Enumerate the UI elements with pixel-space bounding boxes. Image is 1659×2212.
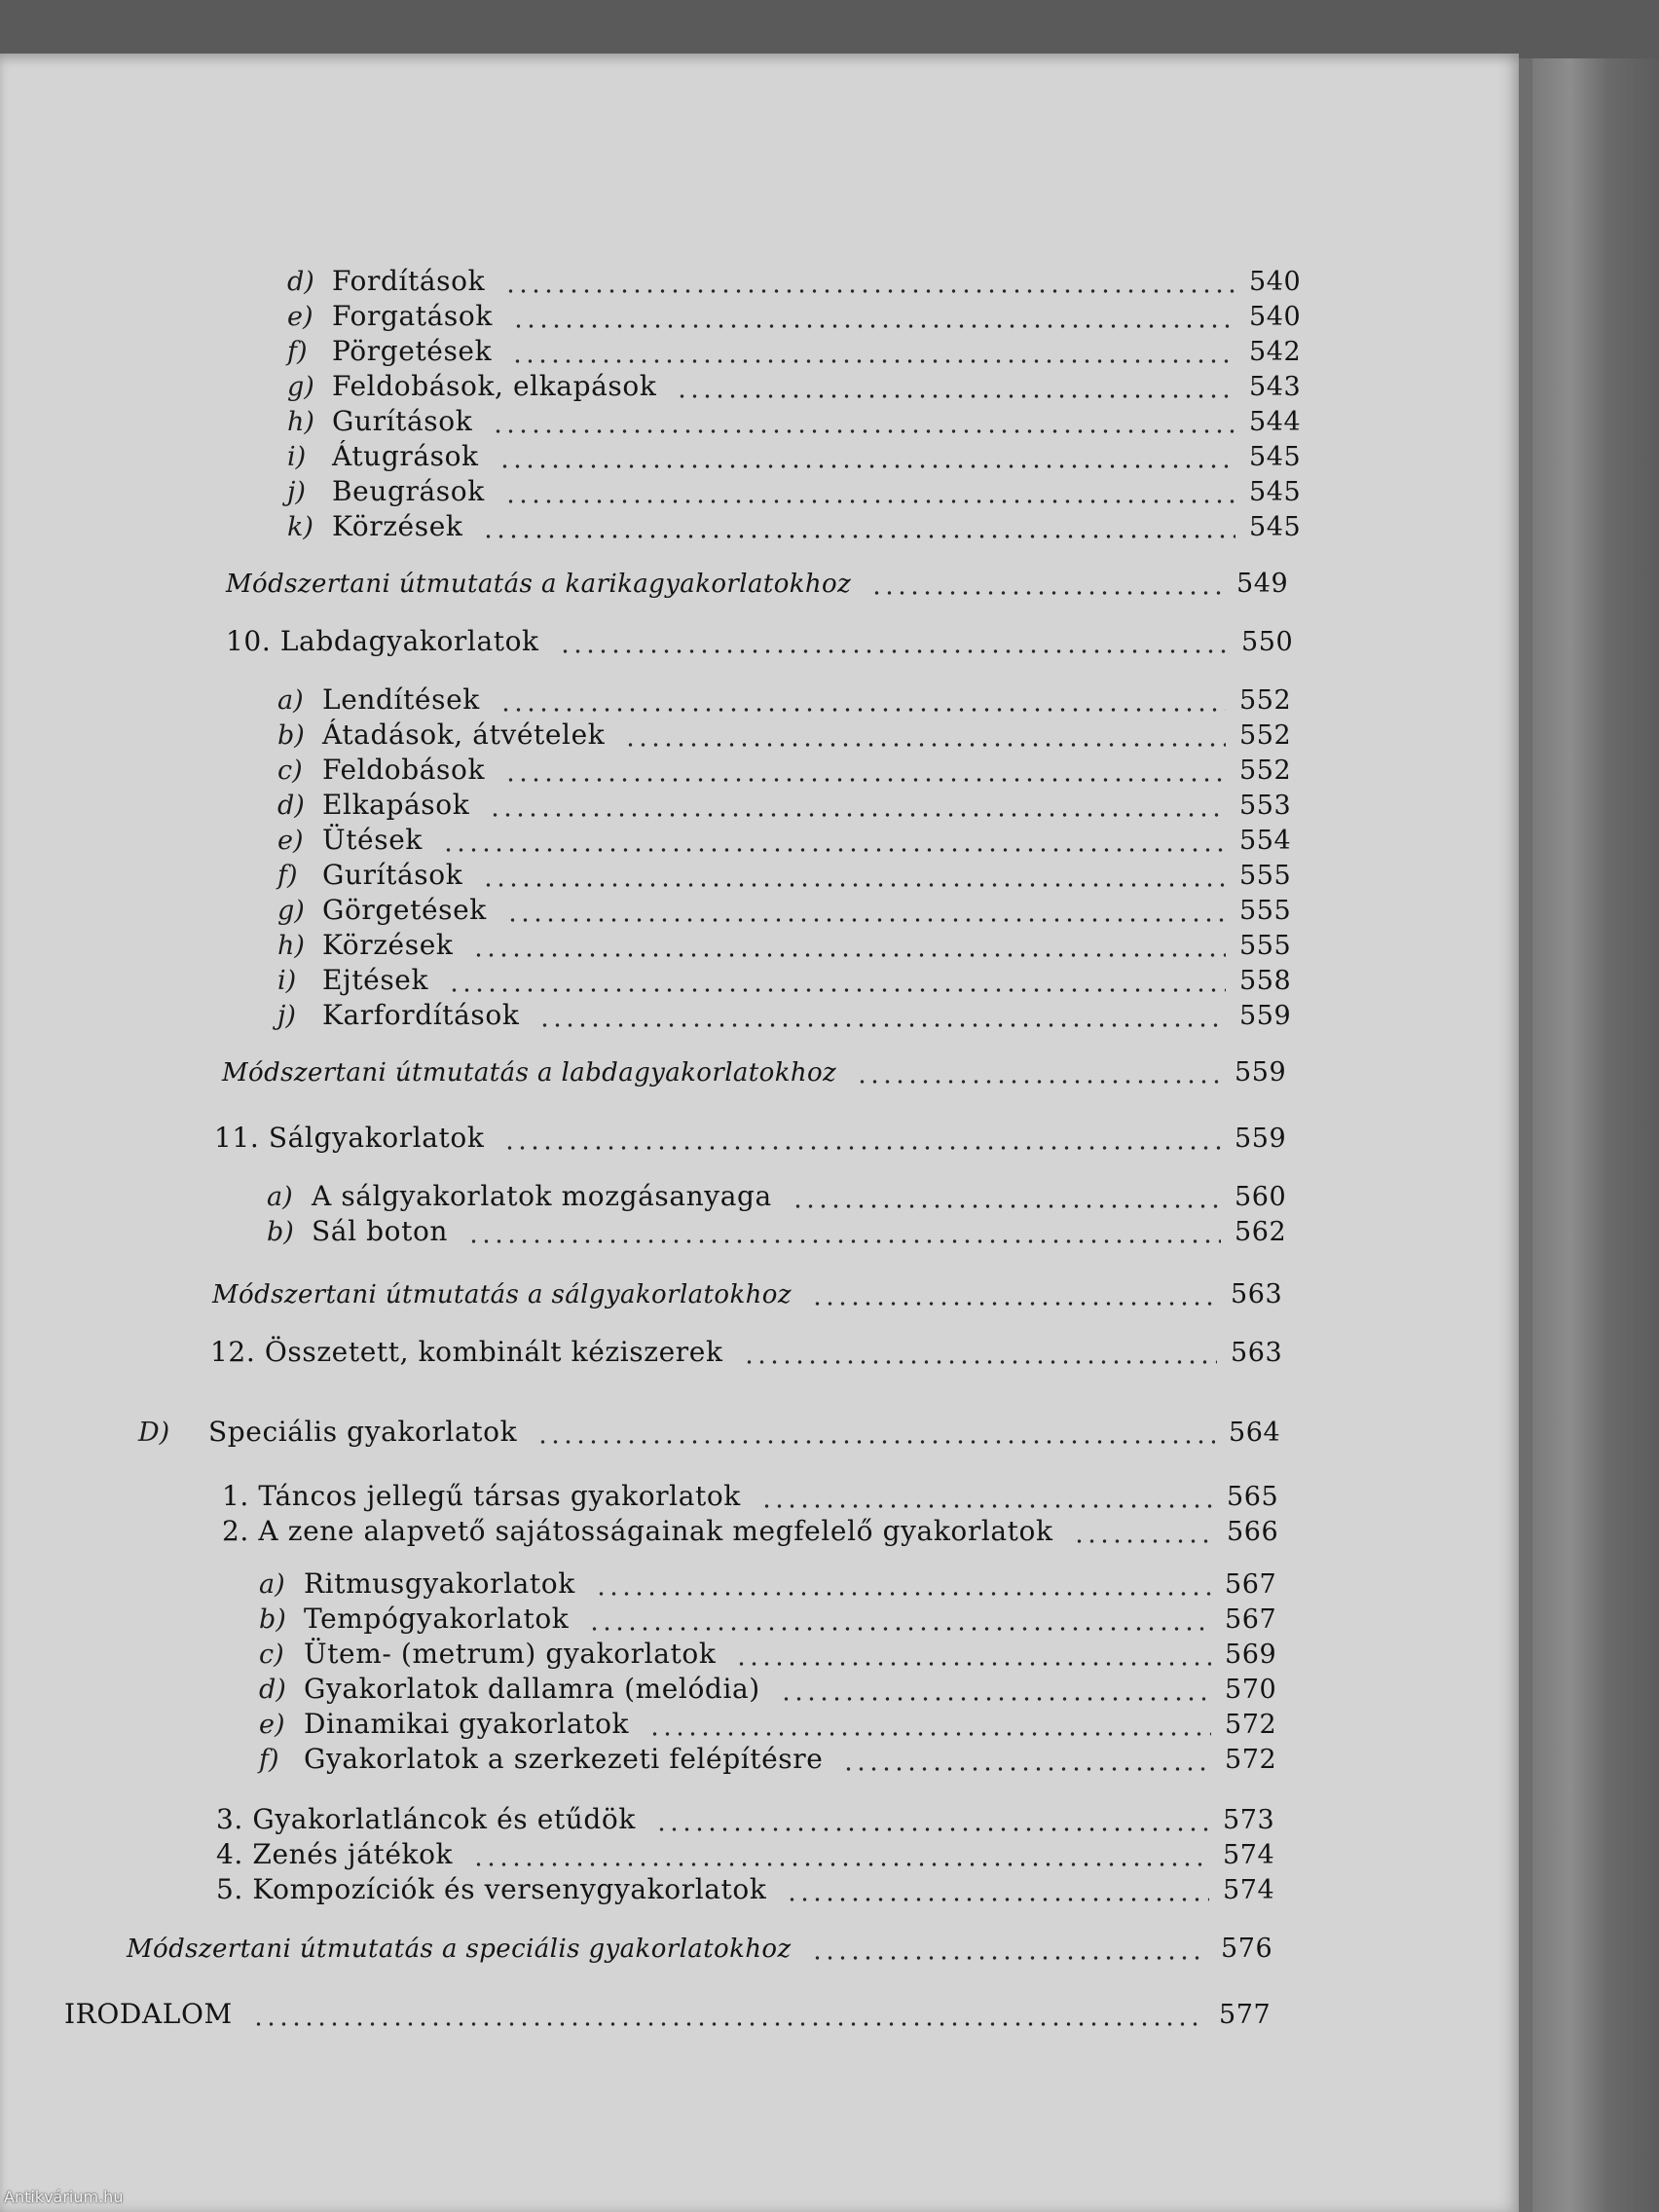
toc-entry bbox=[138, 1409, 1279, 1448]
entry-title: Ütem- (metrum) gyakorlatok bbox=[304, 1638, 717, 1670]
book-edge bbox=[1532, 58, 1659, 2212]
dot-leader bbox=[559, 649, 1228, 653]
page-number: 552 bbox=[1239, 756, 1292, 786]
entry-title: IRODALOM bbox=[64, 1998, 233, 2030]
page-number: 555 bbox=[1239, 861, 1292, 891]
page-number: 563 bbox=[1231, 1338, 1283, 1368]
entry-letter: D) bbox=[138, 1418, 170, 1448]
toc-entry bbox=[277, 817, 1290, 856]
toc-entry bbox=[259, 1736, 1275, 1775]
page-number: 574 bbox=[1223, 1875, 1275, 1905]
toc-entry bbox=[287, 293, 1300, 332]
toc-entry bbox=[216, 1866, 1273, 1905]
toc-entry bbox=[259, 1666, 1275, 1705]
toc-entry bbox=[287, 468, 1300, 507]
entry-title: Lendítések bbox=[322, 683, 480, 716]
entry-title: Speciális gyakorlatok bbox=[208, 1416, 518, 1448]
entry-title: A sálgyakorlatok mozgásanyaga bbox=[312, 1180, 772, 1212]
toc-entry bbox=[267, 1173, 1285, 1212]
entry-title: Elkapások bbox=[322, 789, 470, 821]
entry-title: Módszertani útmutatás a speciális gyakorlatokhoz bbox=[127, 1935, 792, 1964]
toc-entry bbox=[287, 503, 1300, 542]
toc-entry bbox=[287, 363, 1300, 402]
page-number: 572 bbox=[1225, 1745, 1277, 1775]
page-number: 543 bbox=[1249, 372, 1302, 402]
entry-letter: c) bbox=[259, 1640, 284, 1670]
toc-entry bbox=[259, 1596, 1275, 1635]
toc-entry bbox=[287, 328, 1300, 367]
entry-letter: f) bbox=[277, 861, 298, 891]
page-number: 544 bbox=[1249, 407, 1302, 437]
toc-entry bbox=[277, 712, 1290, 751]
page-number: 572 bbox=[1225, 1710, 1277, 1740]
entry-title: 12. Összetett, kombinált kéziszerek bbox=[210, 1336, 723, 1368]
entry-title: Ütések bbox=[322, 824, 423, 856]
entry-title: 4. Zenés játékok bbox=[216, 1838, 454, 1870]
entry-title: Sál boton bbox=[312, 1215, 449, 1247]
page-number: 559 bbox=[1239, 1001, 1292, 1031]
entry-title: Ritmusgyakorlatok bbox=[304, 1567, 575, 1600]
toc-entry bbox=[127, 1925, 1272, 1964]
page-number: 576 bbox=[1221, 1934, 1273, 1964]
entry-title: Átadások, átvételek bbox=[322, 719, 606, 751]
entry-title: Ejtések bbox=[322, 964, 429, 996]
book-page bbox=[0, 54, 1519, 2212]
page-number: 540 bbox=[1249, 267, 1302, 297]
toc-entry bbox=[277, 887, 1290, 926]
entry-title: Feldobások, elkapások bbox=[332, 370, 657, 402]
dot-leader bbox=[811, 1956, 1207, 1960]
dot-leader bbox=[856, 1080, 1221, 1084]
page-number: 559 bbox=[1235, 1057, 1287, 1088]
entry-title: Karfordítások bbox=[322, 999, 520, 1031]
entry-letter: c) bbox=[277, 756, 303, 786]
page-number: 552 bbox=[1239, 720, 1292, 751]
toc-entry bbox=[277, 677, 1290, 716]
toc-entry bbox=[222, 1049, 1285, 1088]
entry-letter: d) bbox=[287, 267, 314, 297]
toc-entry bbox=[259, 1631, 1275, 1670]
dot-leader bbox=[1073, 1539, 1213, 1543]
entry-letter: i) bbox=[287, 442, 307, 472]
entry-title: Dinamikai gyakorlatok bbox=[304, 1708, 630, 1740]
page-number: 545 bbox=[1249, 477, 1302, 507]
toc-entry bbox=[277, 852, 1290, 891]
entry-title: Gyakorlatok a szerkezeti felépítésre bbox=[304, 1743, 824, 1775]
entry-letter: a) bbox=[259, 1569, 285, 1600]
toc-entry bbox=[277, 992, 1290, 1031]
entry-title: Átugrások bbox=[332, 440, 479, 472]
dot-leader bbox=[811, 1302, 1217, 1306]
entry-letter: h) bbox=[277, 931, 305, 961]
page-number: 567 bbox=[1225, 1569, 1277, 1600]
entry-title: 10. Labdagyakorlatok bbox=[226, 625, 539, 657]
dot-leader bbox=[503, 1146, 1221, 1150]
page-number: 540 bbox=[1249, 302, 1302, 332]
page-number: 570 bbox=[1225, 1675, 1277, 1705]
page-number: 574 bbox=[1223, 1840, 1275, 1870]
entry-title: Körzések bbox=[322, 929, 454, 961]
entry-title: Módszertani útmutatás a labdagyakorlatokhoz bbox=[222, 1058, 837, 1088]
toc-entry bbox=[222, 1508, 1277, 1547]
entry-letter: j) bbox=[287, 477, 306, 507]
toc-entry bbox=[277, 922, 1290, 961]
page-number: 542 bbox=[1249, 337, 1302, 367]
page-number: 555 bbox=[1239, 896, 1292, 926]
page-number: 562 bbox=[1235, 1217, 1287, 1247]
page-number: 563 bbox=[1231, 1279, 1283, 1309]
page-number: 550 bbox=[1241, 627, 1294, 657]
page-number: 567 bbox=[1225, 1604, 1277, 1635]
page-number: 559 bbox=[1235, 1124, 1287, 1154]
page-number: 545 bbox=[1249, 442, 1302, 472]
toc-entry bbox=[287, 398, 1300, 437]
toc-entry bbox=[216, 1831, 1273, 1870]
toc-entry bbox=[287, 258, 1300, 297]
page-number: 577 bbox=[1219, 2000, 1272, 2030]
page-number: 558 bbox=[1239, 966, 1292, 996]
entry-letter: f) bbox=[259, 1745, 279, 1775]
entry-letter: a) bbox=[267, 1182, 293, 1212]
toc-entry bbox=[287, 433, 1300, 472]
toc-entry bbox=[216, 1796, 1273, 1835]
page-number: 573 bbox=[1223, 1805, 1275, 1835]
dot-leader bbox=[536, 1440, 1215, 1444]
dot-leader bbox=[482, 535, 1235, 538]
page-number: 566 bbox=[1227, 1517, 1279, 1547]
watermark: Antikvárium.hu bbox=[4, 2188, 124, 2206]
toc-entry bbox=[210, 1329, 1281, 1368]
entry-letter: j) bbox=[277, 1001, 296, 1031]
page-number: 549 bbox=[1236, 569, 1289, 599]
entry-title: Forgatások bbox=[332, 300, 493, 332]
entry-title: Gyakorlatok dallamra (melódia) bbox=[304, 1673, 760, 1705]
dot-leader bbox=[842, 1767, 1211, 1771]
page-number: 552 bbox=[1239, 685, 1292, 716]
entry-title: Tempógyakorlatok bbox=[304, 1603, 570, 1635]
entry-letter: k) bbox=[287, 512, 313, 542]
entry-letter: b) bbox=[277, 720, 305, 751]
dot-leader bbox=[538, 1023, 1226, 1027]
dot-leader bbox=[786, 1898, 1209, 1901]
entry-letter: a) bbox=[277, 685, 304, 716]
page-number: 545 bbox=[1249, 512, 1302, 542]
entry-letter: h) bbox=[287, 407, 314, 437]
entry-letter: g) bbox=[277, 896, 305, 926]
entry-title: Gurítások bbox=[322, 859, 463, 891]
toc-entry bbox=[64, 1991, 1270, 2030]
toc-entry bbox=[226, 618, 1292, 657]
toc-entry bbox=[259, 1701, 1275, 1740]
entry-letter: g) bbox=[287, 372, 314, 402]
toc-entry bbox=[226, 560, 1287, 599]
entry-letter: d) bbox=[259, 1675, 286, 1705]
page-number: 555 bbox=[1239, 931, 1292, 961]
toc-entry bbox=[267, 1208, 1285, 1247]
entry-letter: i) bbox=[277, 966, 297, 996]
entry-title: Módszertani útmutatás a karikagyakorlatokhoz bbox=[226, 570, 852, 599]
entry-title: Körzések bbox=[332, 510, 463, 542]
entry-title: Módszertani útmutatás a sálgyakorlatokhoz bbox=[212, 1280, 792, 1309]
entry-letter: f) bbox=[287, 337, 308, 367]
entry-letter: d) bbox=[277, 791, 305, 821]
entry-title: Feldobások bbox=[322, 754, 486, 786]
entry-title: 5. Kompozíciók és versenygyakorlatok bbox=[216, 1873, 767, 1905]
toc-entry bbox=[222, 1473, 1277, 1512]
page-number: 569 bbox=[1225, 1640, 1277, 1670]
toc-entry bbox=[277, 747, 1290, 786]
entry-title: 3. Gyakorlatláncok és etűdök bbox=[216, 1803, 636, 1835]
toc-entry bbox=[212, 1271, 1281, 1309]
entry-title: 1. Táncos jellegű társas gyakorlatok bbox=[222, 1480, 741, 1512]
toc-entry bbox=[259, 1561, 1275, 1600]
toc-entry bbox=[214, 1115, 1285, 1154]
toc-entry bbox=[277, 782, 1290, 821]
entry-title: Görgetések bbox=[322, 894, 487, 926]
entry-letter: e) bbox=[277, 826, 304, 856]
entry-title: 2. A zene alapvető sajátosságainak megfelelő gyakorlatok bbox=[222, 1515, 1053, 1547]
entry-letter: e) bbox=[259, 1710, 285, 1740]
dot-leader bbox=[743, 1360, 1217, 1364]
page-number: 553 bbox=[1239, 791, 1292, 821]
entry-title: Beugrások bbox=[332, 475, 485, 507]
toc-entry bbox=[277, 957, 1290, 996]
background-top bbox=[0, 0, 1659, 58]
page-number: 554 bbox=[1239, 826, 1292, 856]
entry-title: Gurítások bbox=[332, 405, 473, 437]
dot-leader bbox=[870, 591, 1223, 595]
dot-leader bbox=[467, 1239, 1221, 1243]
entry-letter: b) bbox=[259, 1604, 286, 1635]
entry-letter: b) bbox=[267, 1217, 294, 1247]
page-number: 564 bbox=[1229, 1418, 1281, 1448]
page-number: 560 bbox=[1235, 1182, 1287, 1212]
entry-letter: e) bbox=[287, 302, 313, 332]
entry-title: Fordítások bbox=[332, 265, 486, 297]
dot-leader bbox=[252, 2022, 1205, 2026]
entry-title: Pörgetések bbox=[332, 335, 493, 367]
page-number: 565 bbox=[1227, 1482, 1279, 1512]
entry-title: 11. Sálgyakorlatok bbox=[214, 1122, 485, 1154]
